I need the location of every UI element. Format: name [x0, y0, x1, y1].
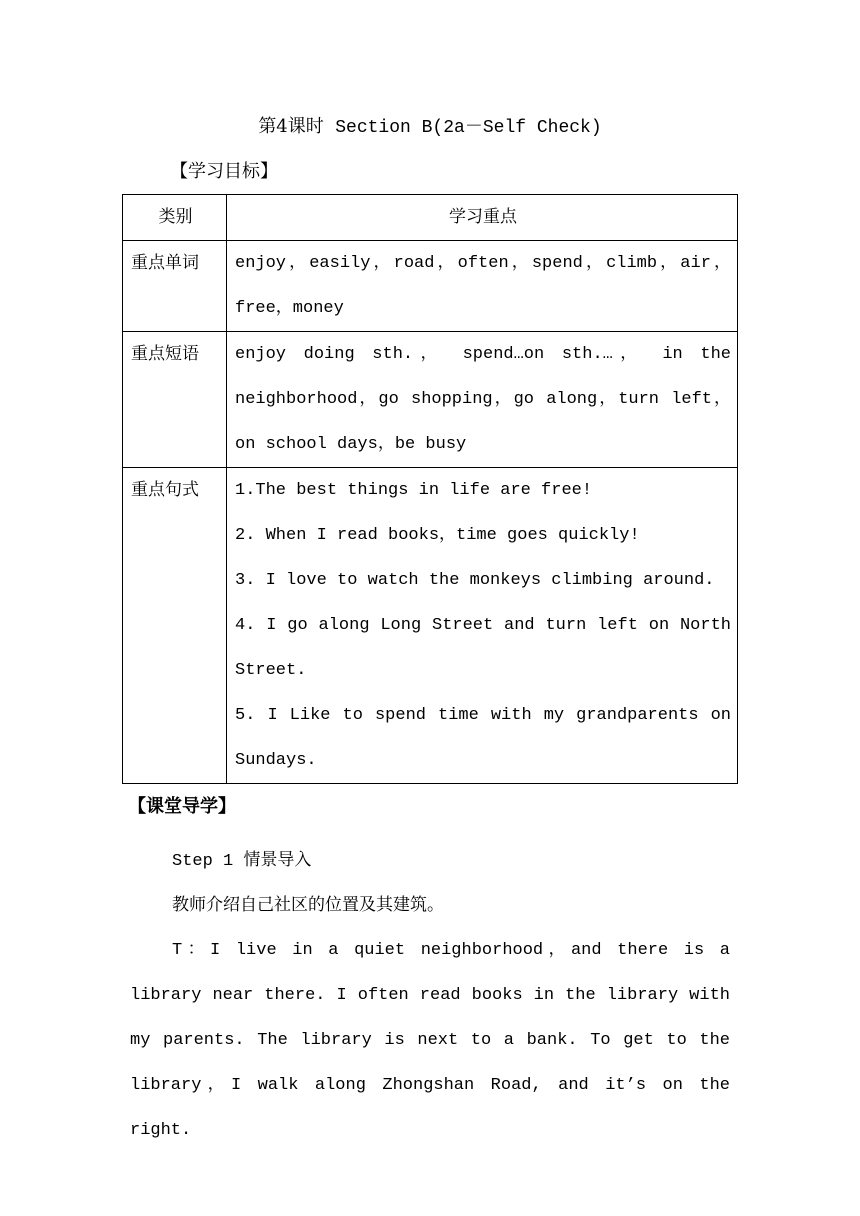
- step-1-heading: [172, 838, 772, 884]
- lesson-title: [0, 114, 860, 141]
- header-focus: 学习重点: [227, 195, 738, 241]
- row-content: [227, 332, 738, 468]
- step-name: 情景导入: [243, 850, 312, 870]
- step-label: Step 1: [172, 852, 234, 871]
- content-line: 5. I Like to spend time with my grandparents on Sundays.: [235, 706, 731, 770]
- intro-text: 教师介绍自己社区的位置及其建筑。: [172, 895, 444, 915]
- table-row: [123, 241, 738, 332]
- row-category: 重点短语: [123, 332, 227, 468]
- header-category: 类别: [123, 195, 227, 241]
- content-line: 3. I love to watch the monkeys climbing around.: [235, 571, 715, 590]
- row-content: [227, 241, 738, 332]
- table-header-row: [123, 195, 738, 241]
- goals-heading: 【学习目标】: [170, 161, 278, 182]
- content-line: 1.The best things in life are free!: [235, 481, 593, 500]
- content-line: 4. I go along Long Street and turn left on North Street.: [235, 616, 731, 680]
- content-line: enjoy，easily，road，often，spend，climb，air，free，money: [235, 254, 731, 318]
- content-line: 2. When I read books，time goes quickly!: [235, 526, 640, 545]
- table-row: [123, 468, 738, 784]
- guide-heading: 【课堂导学】: [128, 796, 236, 817]
- row-category: 重点单词: [123, 241, 227, 332]
- teacher-dialog: T：I live in a quiet neighborhood，and there is a library near there. I often read books in the library with my parents. The library is next to a bank. To get to the library，I walk along Zhongshan Road, and it’s on the right.: [130, 941, 730, 1140]
- section-name: Section B(2a－Self Check): [335, 118, 602, 138]
- row-content: [227, 468, 738, 784]
- content-line: enjoy doing sth.， spend…on sth.…， in the neighborhood，go shopping，go along，turn left，on school days，be busy: [235, 345, 731, 454]
- lesson-number: 第4课时: [258, 116, 324, 137]
- goals-table: [122, 194, 738, 784]
- table-row: [123, 332, 738, 468]
- row-category: 重点句式: [123, 468, 227, 784]
